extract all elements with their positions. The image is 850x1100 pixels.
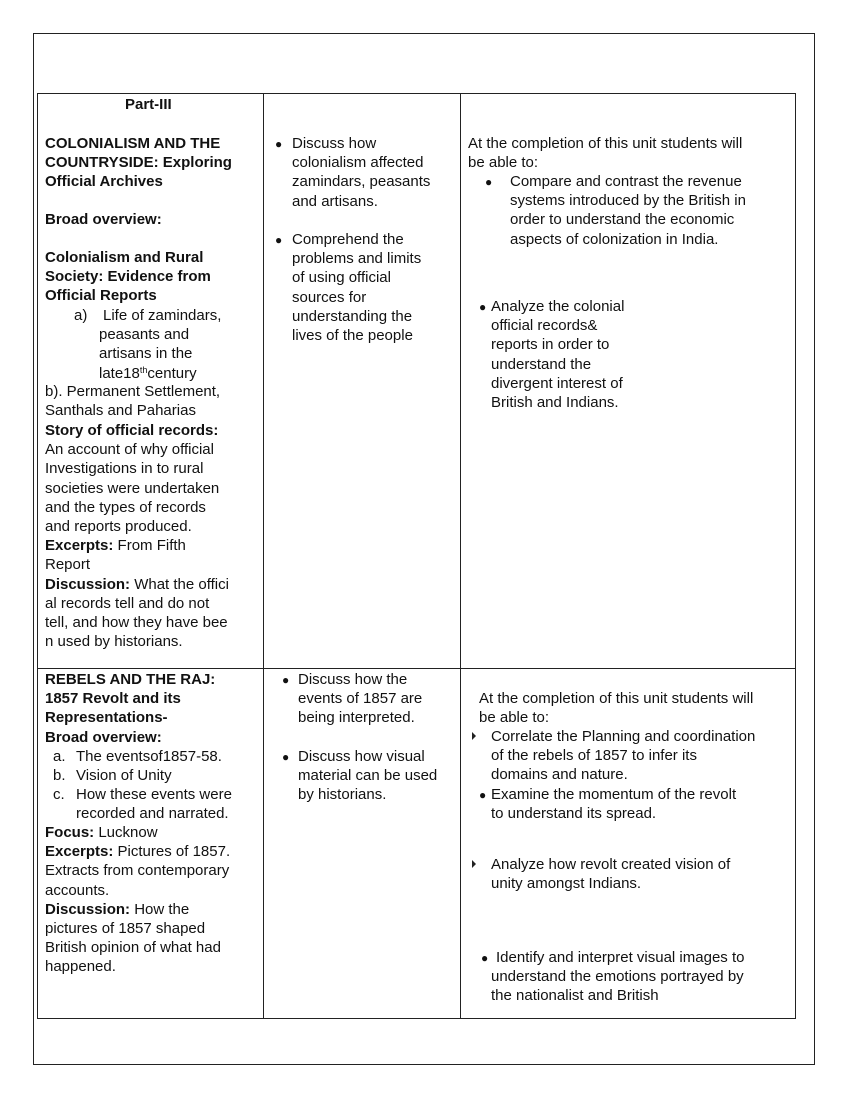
bullet-line: by historians. — [298, 786, 387, 804]
bullet-line: systems introduced by the British in — [510, 192, 746, 210]
bullet-line: understand the emotions portrayed by — [491, 968, 744, 986]
broad-overview-label: Broad overview: — [45, 211, 162, 228]
excerpts-line: accounts. — [45, 881, 110, 899]
discussion-line: tell, and how they have bee — [45, 614, 228, 632]
bullet-line: Analyze how revolt created vision of — [491, 856, 731, 873]
excerpts-line: Report — [45, 556, 91, 574]
bullet-dot-icon: ● — [282, 673, 290, 687]
focus-label: Focus: — [45, 824, 95, 841]
focus-line — [45, 823, 230, 842]
excerpts-line — [45, 842, 230, 861]
bullet-line: problems and limits — [292, 250, 422, 268]
focus-section — [45, 823, 230, 977]
unit-heading — [45, 670, 215, 747]
list-item-line — [99, 364, 221, 383]
excerpts-text: Pictures of 1857. — [113, 843, 231, 861]
list-item-line: Vision of Unity — [76, 767, 172, 784]
subheading-line: Society: Evidence from — [45, 268, 211, 286]
bullet-line: understanding the — [292, 307, 413, 325]
bullet-line: divergent interest of — [491, 374, 623, 392]
bullet-line: official records& — [491, 317, 598, 335]
list-marker-c: c. — [53, 786, 65, 803]
bullet-line: Discuss how the — [298, 671, 408, 688]
discussion-line — [45, 575, 229, 594]
excerpts-text: From Fifth — [113, 537, 186, 555]
excerpts-label: Excerpts: — [45, 843, 114, 861]
bullet-line: zamindars, peasants — [292, 173, 431, 191]
bullet-line: Compare and contrast the revenue — [510, 173, 742, 190]
discussion-line: happened. — [45, 958, 116, 976]
outcome-bullet — [491, 948, 744, 1006]
bullet-dot-icon: ● — [485, 175, 493, 189]
heading-line: COUNTRYSIDE: Exploring — [45, 154, 232, 172]
subheading-line: Official Reports — [45, 287, 157, 305]
bullet-line: domains and nature. — [491, 766, 628, 784]
objective-bullet — [292, 230, 421, 345]
discussion-text: How the — [130, 900, 190, 918]
story-line: An account of why official — [45, 441, 214, 459]
heading-line: COLONIALISM AND THE — [45, 135, 221, 152]
bullet-line: the nationalist and British — [491, 987, 659, 1005]
bullet-line: Analyze the colonial — [491, 298, 625, 315]
list-item-b — [45, 382, 220, 420]
heading-line: Representations- — [45, 709, 168, 727]
discussion-line: pictures of 1857 shaped — [45, 920, 206, 938]
list-item-b — [76, 766, 172, 785]
story-label: Story of official records: — [45, 422, 219, 439]
arrow-bullet-icon — [472, 732, 476, 740]
outcomes-intro — [468, 134, 742, 172]
discussion-line — [45, 900, 230, 919]
part-title: Part-III — [125, 96, 172, 113]
bullet-line: aspects of colonization in India. — [510, 230, 719, 248]
bullet-line: Discuss how visual — [298, 748, 425, 765]
focus-text: Lucknow — [94, 824, 158, 841]
objective-bullet — [292, 134, 430, 211]
discussion-label: Discussion: — [45, 575, 131, 593]
text: century — [147, 364, 197, 382]
outcomes-intro — [479, 689, 753, 727]
story-line: Investigations in to rural — [45, 460, 204, 478]
bullet-line: to understand its spread. — [491, 805, 657, 823]
story-line: and the types of records — [45, 498, 206, 516]
bullet-line: sources for — [292, 288, 367, 306]
bullet-line: Identify and interpret visual images to — [496, 949, 745, 966]
bullet-dot-icon: ● — [275, 233, 283, 247]
list-item-line: The eventsof1857-58. — [76, 748, 222, 765]
discussion-line: al records tell and do not — [45, 594, 210, 612]
arrow-bullet-icon — [472, 860, 476, 868]
bullet-line: colonialism affected — [292, 154, 424, 172]
bullet-line: order to understand the economic — [510, 211, 735, 229]
list-marker-b: b. — [53, 767, 66, 784]
outcome-bullet — [491, 785, 736, 823]
intro-line: At the completion of this unit students will — [468, 135, 743, 152]
discussion-line: n used by historians. — [45, 633, 183, 651]
list-item-line: How these events were — [76, 786, 232, 803]
list-item-line: artisans in the — [99, 345, 193, 363]
bullet-line: lives of the people — [292, 327, 413, 345]
bullet-line: of using official — [292, 269, 391, 287]
broad-overview-label: Broad overview: — [45, 728, 162, 746]
bullet-line: unity amongst Indians. — [491, 875, 642, 893]
list-item-a — [76, 747, 222, 766]
list-item-c — [76, 785, 232, 823]
bullet-line: reports in order to — [491, 336, 610, 354]
bullet-line: and artisans. — [292, 192, 378, 210]
bullet-line: Correlate the Planning and coordination — [491, 728, 756, 745]
objective-bullet — [298, 747, 437, 805]
bullet-line: understand the — [491, 355, 592, 373]
list-item-a — [99, 306, 221, 383]
story-line: and reports produced. — [45, 518, 192, 536]
discussion-text: What the offici — [130, 575, 229, 593]
bullet-line: events of 1857 are — [298, 690, 423, 708]
excerpts-line: Extracts from contemporary — [45, 862, 230, 880]
heading-line: REBELS AND THE RAJ: — [45, 671, 216, 688]
bullet-dot-icon: ● — [275, 137, 283, 151]
excerpts-label: Excerpts: — [45, 537, 114, 555]
bullet-line: material can be used — [298, 767, 438, 785]
list-item-line: Santhals and Paharias — [45, 402, 196, 420]
story-section — [45, 421, 229, 651]
bullet-line: Examine the momentum of the revolt — [491, 786, 737, 803]
list-item-line: b). Permanent Settlement, — [45, 383, 221, 400]
heading-line: 1857 Revolt and its — [45, 690, 181, 708]
subheading-line: Colonialism and Rural — [45, 249, 204, 266]
bullet-dot-icon: ● — [282, 750, 290, 764]
story-line: societies were undertaken — [45, 479, 220, 497]
subheading — [45, 248, 211, 306]
excerpts-line — [45, 536, 229, 555]
discussion-line: British opinion of what had — [45, 939, 221, 957]
list-item-line: Life of zamindars, — [103, 307, 222, 324]
list-marker-a: a) — [74, 307, 88, 324]
intro-line: At the completion of this unit students will — [479, 690, 754, 707]
objective-bullet — [298, 670, 422, 728]
discussion-label: Discussion: — [45, 900, 131, 918]
bullet-dot-icon: ● — [479, 300, 487, 314]
bullet-line: of the rebels of 1857 to infer its — [491, 747, 697, 765]
bullet-line: Comprehend the — [292, 231, 404, 248]
unit-heading — [45, 134, 232, 192]
list-item-line: recorded and narrated. — [76, 805, 229, 823]
superscript: th — [139, 364, 148, 375]
outcome-bullet — [491, 727, 755, 785]
bullet-line: being interpreted. — [298, 709, 415, 727]
outcome-bullet — [510, 172, 746, 249]
bullet-dot-icon: ● — [479, 788, 487, 802]
outcome-bullet — [491, 855, 730, 893]
list-item-line: peasants and — [99, 326, 190, 344]
list-marker-a: a. — [53, 748, 66, 765]
intro-line: be able to: — [479, 709, 550, 727]
bullet-line: Discuss how — [292, 135, 377, 152]
text: late18 — [99, 364, 140, 382]
outcome-bullet — [491, 297, 624, 412]
intro-line: be able to: — [468, 154, 539, 172]
bullet-dot-icon: ● — [481, 951, 489, 965]
heading-line: Official Archives — [45, 173, 163, 191]
bullet-line: British and Indians. — [491, 394, 619, 412]
